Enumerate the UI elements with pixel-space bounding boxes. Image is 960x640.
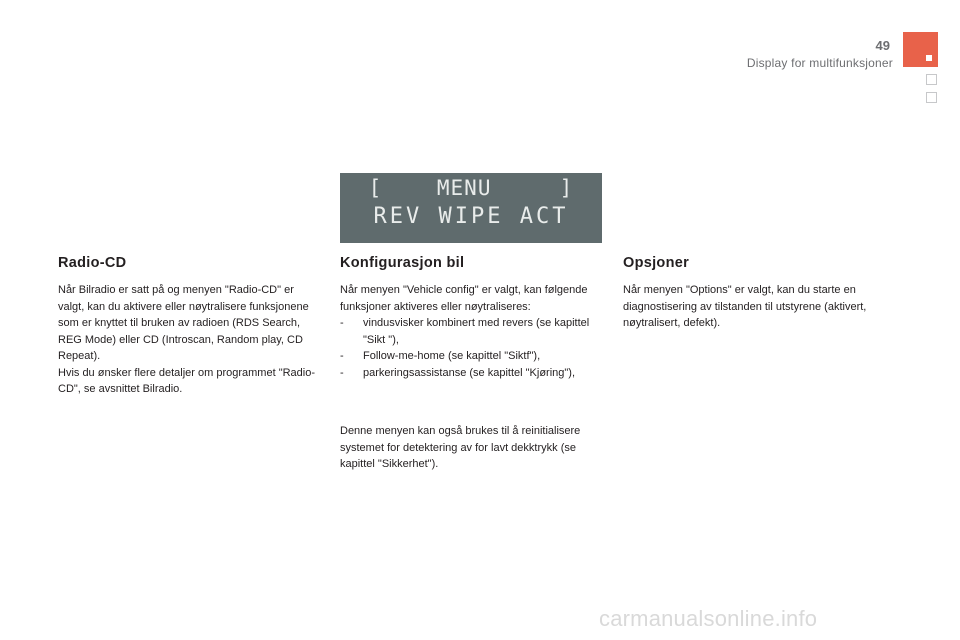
section-radio-cd bbox=[58, 255, 323, 398]
list-item: - vindusvisker kombinert med revers (se kapittel "Sikt "), bbox=[340, 317, 590, 346]
section-intro: Når menyen "Vehicle config" er valgt, kan følgende funksjoner aktiveres eller nøytraliseres: bbox=[340, 284, 588, 313]
display-line-option: REV WIPE ACT bbox=[373, 204, 569, 229]
chapter-title: Display for multifunksjoner bbox=[746, 56, 893, 70]
nav-square-icon bbox=[926, 92, 937, 103]
section-paragraph: Når Bilradio er satt på og menyen "Radio-CD" er valgt, kan du aktivere eller nøytralisere funksjonene som er knyttet til bruken av radioen (RDS Search, REG Mode) eller CD (Introscan, Random play, CD Repeat). bbox=[58, 284, 309, 362]
section-title: Opsjoner bbox=[623, 255, 690, 271]
chapter-tab bbox=[903, 32, 938, 67]
multifunction-display-image bbox=[340, 173, 602, 243]
section-options bbox=[623, 255, 888, 332]
nav-square-icon bbox=[926, 74, 937, 85]
list-item: - parkeringsassistanse (se kapittel "Kjøring"), bbox=[340, 366, 576, 379]
config-list bbox=[340, 315, 610, 381]
display-line-menu: [ MENU ] bbox=[368, 176, 574, 200]
section-title: Konfigurasjon bil bbox=[340, 255, 465, 271]
list-item: - Follow-me-home (se kapittel "Siktf"), bbox=[340, 350, 541, 362]
section-vehicle-config bbox=[340, 255, 610, 473]
section-paragraph: Når menyen "Options" er valgt, kan du starte en diagnostisering av tilstanden til utstyrene (aktivert, nøytralisert, defekt). bbox=[623, 284, 867, 329]
page-number: 49 bbox=[875, 38, 890, 53]
watermark-text: carmanualsonline.info bbox=[599, 606, 818, 631]
section-note: Denne menyen kan også brukes til å reinitialisere systemet for detektering av for lavt dekktrykk (se kapittel "Sikkerhet"). bbox=[340, 425, 581, 470]
section-title: Radio-CD bbox=[58, 255, 127, 271]
tab-marker-icon bbox=[926, 55, 932, 61]
section-paragraph: Hvis du ønsker flere detaljer om programmet "Radio-CD", se avsnittet Bilradio. bbox=[58, 366, 315, 395]
